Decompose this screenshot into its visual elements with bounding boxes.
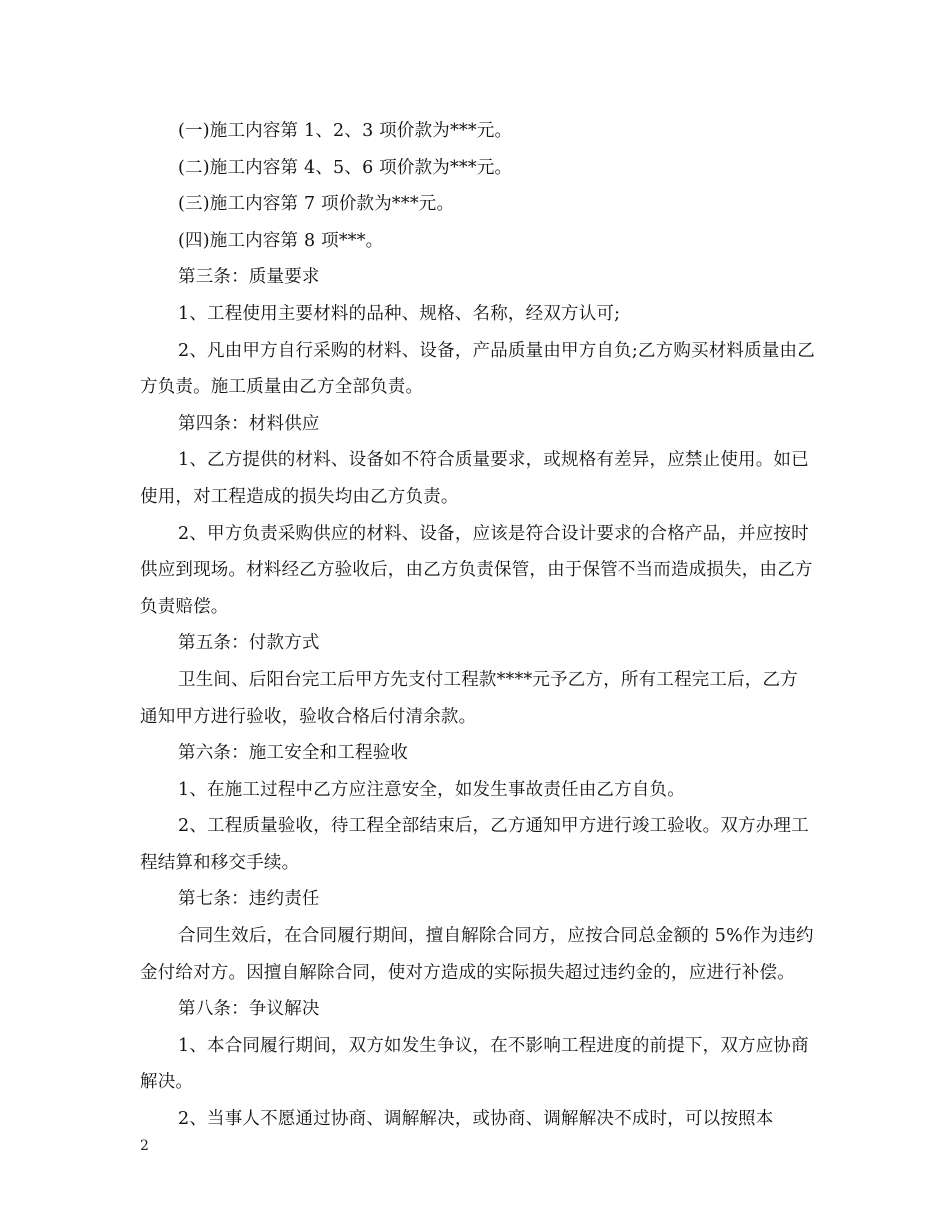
paragraph-quality-1: 1、工程使用主要材料的品种、规格、名称，经双方认可; bbox=[178, 303, 621, 324]
paragraph-price-item-2: (二)施工内容第 4、5、6 项价款为***元。 bbox=[178, 157, 513, 178]
section-heading-dispute: 第八条：争议解决 bbox=[178, 999, 320, 1020]
paragraph-safety-1: 1、在施工过程中乙方应注意安全，如发生事故责任由乙方自负。 bbox=[178, 779, 685, 800]
paragraph-materials-1: 1、乙方提供的材料、设备如不符合质量要求，或规格有差异，应禁止使用。如已使用，对工程造成的损失均由乙方负责。 bbox=[140, 450, 809, 507]
paragraph-breach: 合同生效后，在合同履行期间，擅自解除合同方，应按合同总金额的 5%作为违约金付给对方。因擅自解除合同，使对方造成的实际损失超过违约金的，应进行补偿。 bbox=[140, 926, 814, 983]
paragraph-materials-2: 2、甲方负责采购供应的材料、设备，应该是符合设计要求的合格产品，并应按时供应到现场。材料经乙方验收后，由乙方负责保管，由于保管不当而造成损失，由乙方负责赔偿。 bbox=[140, 523, 813, 617]
document-body bbox=[140, 113, 815, 1138]
section-heading-payment: 第五条：付款方式 bbox=[178, 633, 320, 654]
paragraph-dispute-2: 2、当事人不愿通过协商、调解解决，或协商、调解解决不成时，可以按照本 bbox=[178, 1109, 774, 1130]
section-heading-quality: 第三条：质量要求 bbox=[178, 267, 320, 288]
paragraph-dispute-1: 1、本合同履行期间，双方如发生争议，在不影响工程进度的前提下，双方应协商解决。 bbox=[140, 1035, 809, 1093]
paragraph-price-item-1: (一)施工内容第 1、2、3 项价款为***元。 bbox=[178, 121, 513, 141]
page-number: 2 bbox=[140, 1138, 149, 1154]
paragraph-price-item-4: (四)施工内容第 8 项***。 bbox=[178, 230, 384, 251]
section-heading-materials: 第四条：材料供应 bbox=[178, 413, 320, 434]
paragraph-quality-2: 2、凡由甲方自行采购的材料、设备，产品质量由甲方自负;乙方购买材料质量由乙方负责。施工质量由乙方全部负责。 bbox=[140, 340, 815, 398]
paragraph-payment: 卫生间、后阳台完工后甲方先支付工程款****元予乙方，所有工程完工后，乙方通知甲方进行验收，验收合格后付清余款。 bbox=[140, 669, 798, 727]
paragraph-safety-2: 2、工程质量验收，待工程全部结束后，乙方通知甲方进行竣工验收。双方办理工程结算和移交手续。 bbox=[140, 816, 809, 873]
paragraph-price-item-3: (三)施工内容第 7 项价款为***元。 bbox=[178, 194, 455, 215]
section-heading-safety: 第六条：施工安全和工程验收 bbox=[178, 743, 409, 764]
section-heading-breach: 第七条：违约责任 bbox=[178, 889, 320, 910]
